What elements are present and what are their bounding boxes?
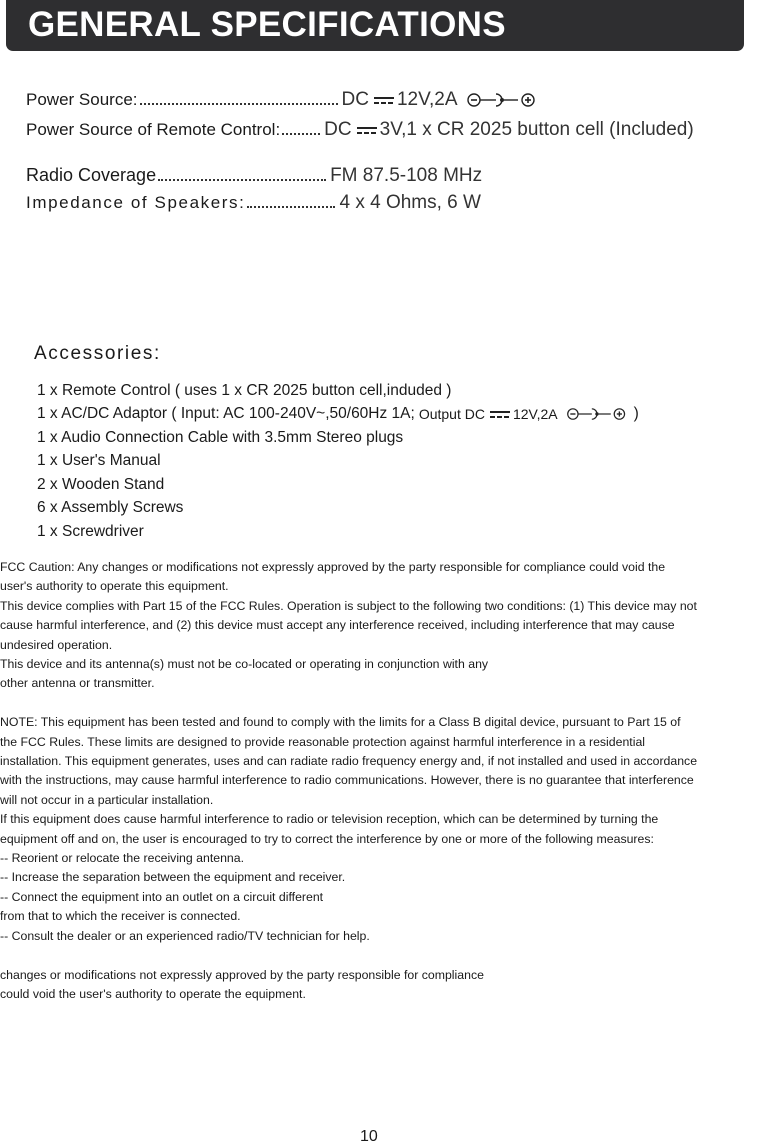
spec-radio-coverage bbox=[26, 165, 482, 187]
leader-dots bbox=[247, 205, 335, 208]
fcc-line: -- Connect the equipment into an outlet on a circuit different bbox=[0, 889, 324, 904]
fcc-line: will not occur in a particular installation. bbox=[0, 792, 214, 807]
list-item: 1 x AC/DC Adaptor ( Input: AC 100-240V~,50/60Hz 1A; Output DC 12V,2A ) bbox=[37, 405, 639, 423]
fcc-line: undesired operation. bbox=[0, 637, 113, 652]
fcc-line: NOTE: This equipment has been tested and found to comply with the limits for a Class B digital device, pursuant to Part 15 of bbox=[0, 715, 681, 730]
adaptor-output-label: Output DC bbox=[418, 406, 485, 423]
polarity-symbol-icon bbox=[566, 406, 628, 422]
fcc-line: FCC Caution: Any changes or modifications not expressly approved by the party responsible for compliance could void the bbox=[0, 560, 666, 574]
dc-symbol-icon bbox=[490, 410, 510, 419]
spec-remote-power bbox=[26, 119, 694, 141]
leader-dots bbox=[158, 178, 326, 181]
spec-value-prefix: DC bbox=[324, 119, 352, 140]
fcc-line: with the instructions, may cause harmful interference to radio communications. However, there is no guarantee that interference bbox=[0, 773, 694, 788]
spec-value bbox=[342, 89, 538, 111]
fcc-statement bbox=[0, 558, 780, 1004]
list-item: 2 x Wooden Stand bbox=[37, 475, 165, 493]
dc-symbol-icon bbox=[357, 126, 377, 135]
spec-label: Power Source: bbox=[26, 90, 138, 109]
list-item: 1 x Remote Control ( uses 1 x CR 2025 button cell,induded ) bbox=[37, 381, 452, 399]
fcc-blank-line bbox=[0, 694, 780, 713]
leader-dots bbox=[140, 102, 338, 105]
page-title: GENERAL SPECIFICATIONS bbox=[28, 5, 506, 44]
leader-dots bbox=[282, 132, 320, 135]
fcc-blank-line bbox=[0, 946, 780, 965]
spec-speaker-impedance bbox=[26, 192, 481, 214]
adaptor-output-value: 12V,2A bbox=[512, 406, 558, 423]
fcc-line: installation. This equipment generates, uses and can radiate radio frequency energy and, if not installed and used in accordance bbox=[0, 754, 698, 769]
spec-value-prefix: DC bbox=[341, 89, 369, 110]
fcc-line: could void the user's authority to operate the equipment. bbox=[0, 986, 306, 1001]
accessories-heading: Accessories: bbox=[34, 343, 161, 364]
closing-paren: ) bbox=[633, 405, 639, 423]
fcc-line: This device complies with Part 15 of the FCC Rules. Operation is subject to the following two conditions: (1) This device may not bbox=[0, 598, 697, 613]
fcc-line: equipment off and on, the user is encouraged to try to correct the interference by one or more of the following measures: bbox=[0, 831, 654, 846]
spec-label: Power Source of Remote Control: bbox=[26, 120, 281, 139]
fcc-line: -- Consult the dealer or an experienced radio/TV technician for help. bbox=[0, 928, 370, 943]
fcc-line: the FCC Rules. These limits are designed to provide reasonable protection against harmful interference in a residential bbox=[0, 734, 646, 749]
list-item: 6 x Assembly Screws bbox=[37, 499, 184, 517]
fcc-line: changes or modifications not expressly approved by the party responsible for compliance bbox=[0, 967, 484, 982]
page-number: 10 bbox=[360, 1128, 378, 1145]
spec-value bbox=[324, 119, 694, 141]
header-bar bbox=[6, 0, 744, 51]
accessories-list bbox=[37, 379, 639, 544]
spec-label: Impedance of Speakers: bbox=[26, 193, 246, 212]
fcc-line: user's authority to operate this equipment. bbox=[0, 579, 229, 594]
list-item: 1 x Screwdriver bbox=[37, 522, 144, 540]
spec-power-source bbox=[26, 89, 538, 111]
list-item: 1 x Audio Connection Cable with 3.5mm Stereo plugs bbox=[37, 428, 404, 446]
spec-label: Radio Coverage bbox=[26, 165, 157, 185]
spec-value: FM 87.5-108 MHz bbox=[330, 165, 483, 186]
spec-value-rating: 3V,1 x CR 2025 button cell (Included) bbox=[379, 119, 694, 140]
fcc-line: other antenna or transmitter. bbox=[0, 676, 155, 691]
dc-symbol-icon bbox=[374, 96, 394, 105]
spec-value: 4 x 4 Ohms, 6 W bbox=[339, 192, 481, 213]
fcc-line: If this equipment does cause harmful interference to radio or television reception, which can be determined by turning the bbox=[0, 812, 659, 827]
polarity-symbol-icon bbox=[466, 91, 538, 109]
spec-value-rating: 12V,2A bbox=[396, 89, 458, 110]
fcc-line: -- Reorient or relocate the receiving antenna. bbox=[0, 851, 245, 866]
fcc-line: cause harmful interference, and (2) this device must accept any interference received, including interference that may cause bbox=[0, 618, 675, 633]
fcc-line: -- Increase the separation between the equipment and receiver. bbox=[0, 870, 346, 885]
fcc-line: This device and its antenna(s) must not be co-located or operating in conjunction with any bbox=[0, 657, 489, 672]
fcc-line: from that to which the receiver is connected. bbox=[0, 909, 241, 924]
list-item: 1 x User's Manual bbox=[37, 452, 161, 470]
